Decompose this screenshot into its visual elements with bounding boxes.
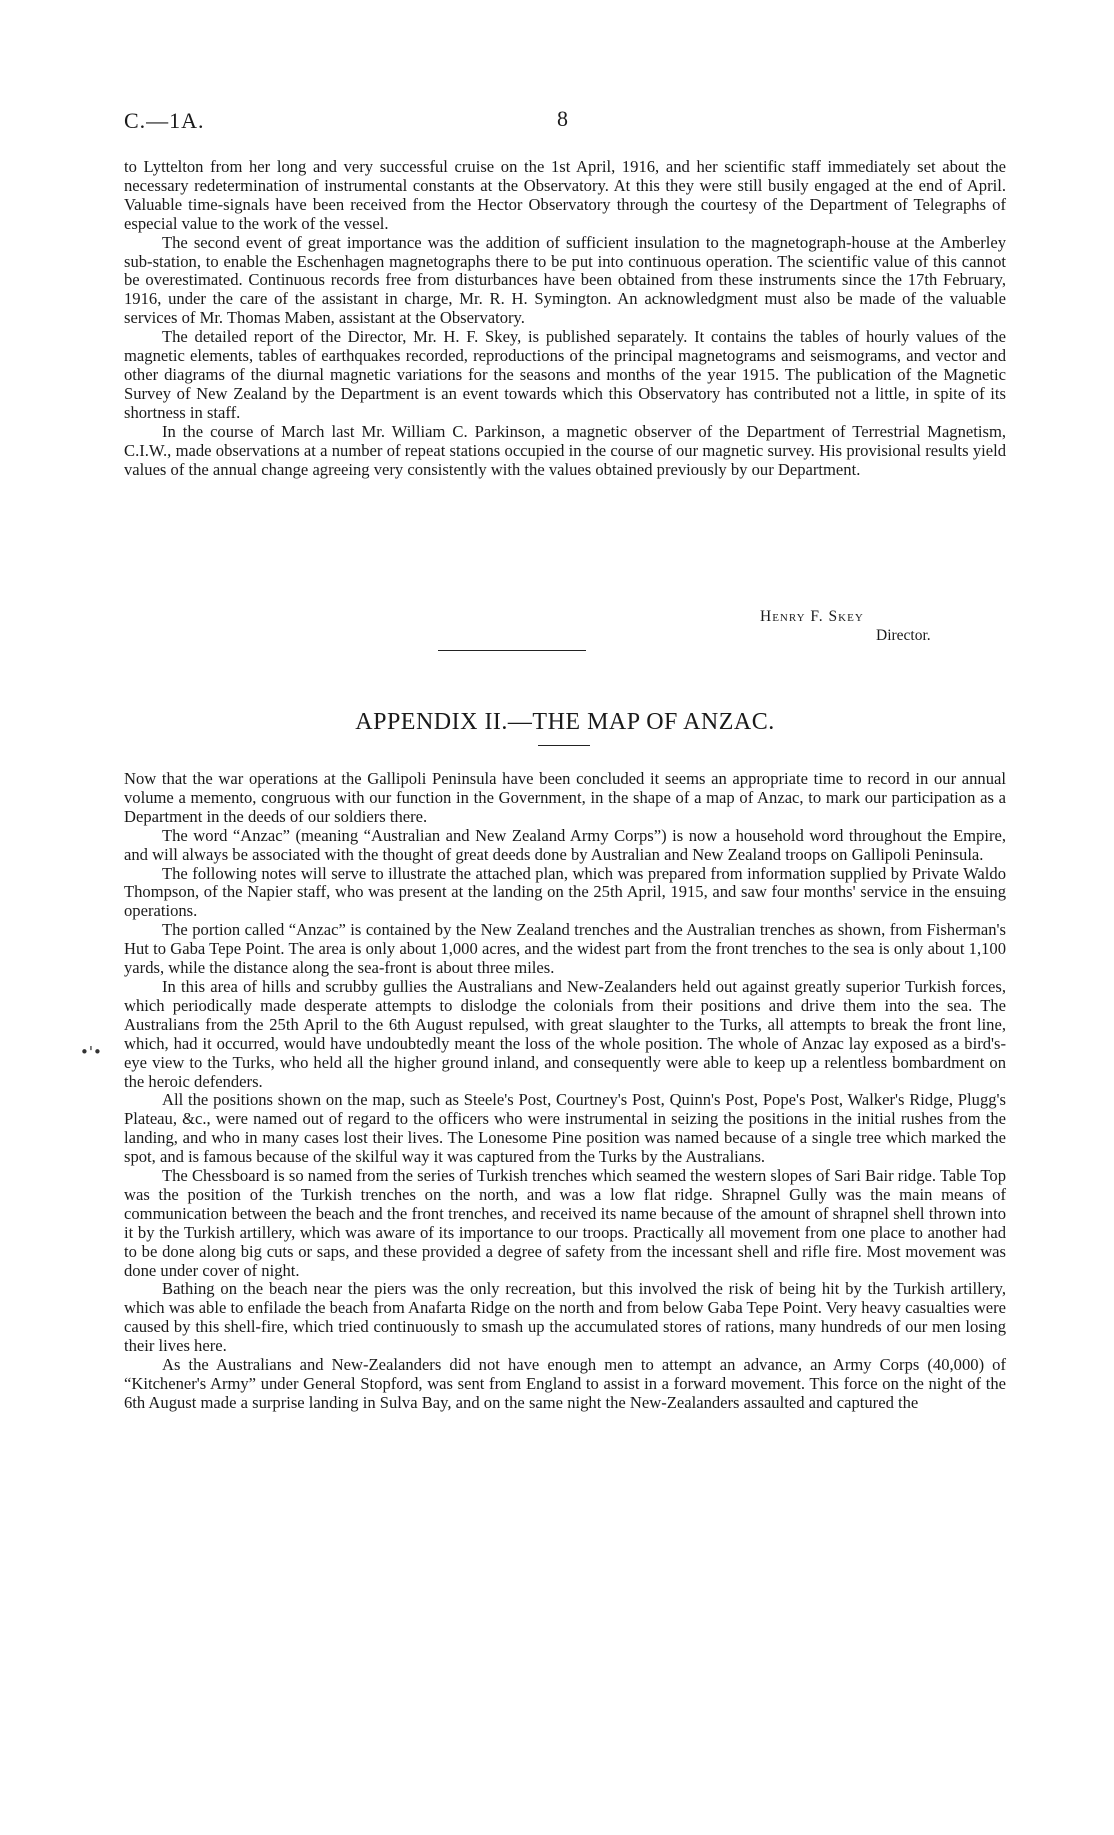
appendix-title: APPENDIX II.—THE MAP OF ANZAC.: [355, 709, 775, 735]
paragraph: Now that the war operations at the Gallipoli Peninsula have been concluded it seems an appropriate time to record in our annual volume a memento, congruous with our function in the Government, in the shape of a map of Anzac, to mark our participation as a Department in the deeds of our soldiers there.: [124, 769, 1006, 826]
page-number: 8: [557, 106, 568, 131]
signatory-title: Director.: [876, 627, 931, 644]
paragraph: Bathing on the beach near the piers was the only recreation, but this involved the risk of being hit by the Turkish artillery, which was able to enfilade the beach from Anafarta Ridge on the north and from below Gaba Tepe Point. Very heavy casualties were caused by this shell-fire, which tried continuously to smash up the accumulated stores of rations, many hundreds of our men losing their lives here.: [124, 1279, 1006, 1356]
paragraph: to Lyttelton from her long and very successful cruise on the 1st April, 1916, and her scientific staff immediately set about the necessary redetermination of instrumental constants at the Observatory. At this they were still busily engaged at the end of April. Valuable time-signals have been received from the Hector Observatory through the courtesy of the Department of Telegraphs of especial value to the work of the vessel.: [124, 157, 1006, 233]
paragraph: In the course of March last Mr. William C. Parkinson, a magnetic observer of the Department of Terrestrial Magnetism, C.I.W., made observations at a number of repeat stations occupied in the course of our magnetic survey. His provisional results yield values of the annual change agreeing very consistently with the values obtained previously by our Department.: [124, 421, 1006, 479]
paragraph: All the positions shown on the map, such as Steele's Post, Courtney's Post, Quinn's Post, Pope's Post, Walker's Ridge, Plugg's Plateau, &c., were named out of regard to the officers who were instrumental in seizing the positions in the initial rushes from the landing, and who in many cases lost their lives. The Lonesome Pine position was named because of a single tree which marked the spot, and is famous because of the skilful way it was captured from the Turks by the Australians.: [124, 1090, 1006, 1167]
paragraph: The word “Anzac” (meaning “Australian and New Zealand Army Corps”) is now a household word throughout the Empire, and will always be associated with the thought of great deeds done by Australian and New Zealand troops on Gallipoli Peninsula.: [124, 825, 1006, 864]
paragraph: The second event of great importance was the addition of sufficient insulation to the magnetograph-house at the Amberley sub-station, to enable the Eschenhagen magnetographs there to be put into continuous operation. The scientific value of this cannot be overestimated. Continuous records free from disturbances have been obtained from these instruments since the 17th February, 1916, under the care of the assistant in charge, Mr. R. H. Symington. An acknowledgment must also be made of the valuable services of Mr. Thomas Maben, assistant at the Observatory.: [124, 232, 1006, 328]
appendix-body: [124, 770, 1006, 1413]
title-underline: [538, 745, 590, 746]
paragraph: The following notes will serve to illustrate the attached plan, which was prepared from information supplied by Private Waldo Thompson, of the Napier staff, who was present at the landing on the 25th April, 1915, and saw four months' service in the ensuing operations.: [124, 863, 1006, 921]
section-divider: [438, 650, 586, 651]
margin-mark: •'•: [80, 1043, 102, 1061]
paragraph: The detailed report of the Director, Mr. H. F. Skey, is published separately. It contains the tables of hourly values of the magnetic elements, tables of earthquakes recorded, reproductions of the principal magnetograms and seismograms, and vector and other diagrams of the diurnal magnetic variations for the seasons and months of the year 1915. The publication of the Magnetic Survey of New Zealand by the Department is an event towards which this Observatory has contributed not a little, in spite of its shortness in staff.: [124, 327, 1006, 422]
paragraph: As the Australians and New-Zealanders did not have enough men to attempt an advance, an Army Corps (40,000) of “Kitchener's Army” under General Stopford, was sent from England to assist in a forward movement. This force on the night of the 6th August made a surprise landing in Sulva Bay, and on the same night the New-Zealanders assaulted and captured the: [124, 1355, 1006, 1412]
signature-block: [760, 607, 1010, 645]
paragraph: The portion called “Anzac” is contained by the New Zealand trenches and the Australian trenches as shown, from Fisherman's Hut to Gaba Tepe Point. The area is only about 1,000 acres, and the widest part from the front trenches to the sea is only about 1,100 yards, while the distance along the sea-front is about three miles.: [124, 920, 1006, 978]
paragraph: The Chessboard is so named from the series of Turkish trenches which seamed the western slopes of Sari Bair ridge. Table Top was the position of the Turkish trenches on the north, and was a low flat ridge. Shrapnel Gully was the main means of communication between the beach and the front trenches, and received its name because of the amount of shrapnel shell thrown into it by the Turkish artillery, which was aware of its importance to our troops. Practically all movement from one place to another had to be done along big cuts or saps, and these provided a degree of safety from the incessant shell and rifle fire. Most movement was done under cover of night.: [124, 1166, 1006, 1280]
paragraph: In this area of hills and scrubby gullies the Australians and New-Zealanders held out against greatly superior Turkish forces, which periodically made desperate attempts to dislodge the colonials from their positions and drive them into the sea. The Australians from the 25th April to the 6th August repulsed, with great slaughter to the Turks, all attempts to break the front line, which, had it occurred, would have undoubtedly meant the loss of the whole position. The whole of Anzac lay exposed as a bird's-eye view to the Turks, who held all the higher ground inland, and consequently were able to keep up a relentless bombardment on the heroic defenders.: [124, 976, 1006, 1091]
document-reference: C.—1A.: [124, 108, 205, 133]
report-continuation: [124, 158, 1006, 479]
signatory-name: Henry F. Skey: [760, 608, 864, 625]
